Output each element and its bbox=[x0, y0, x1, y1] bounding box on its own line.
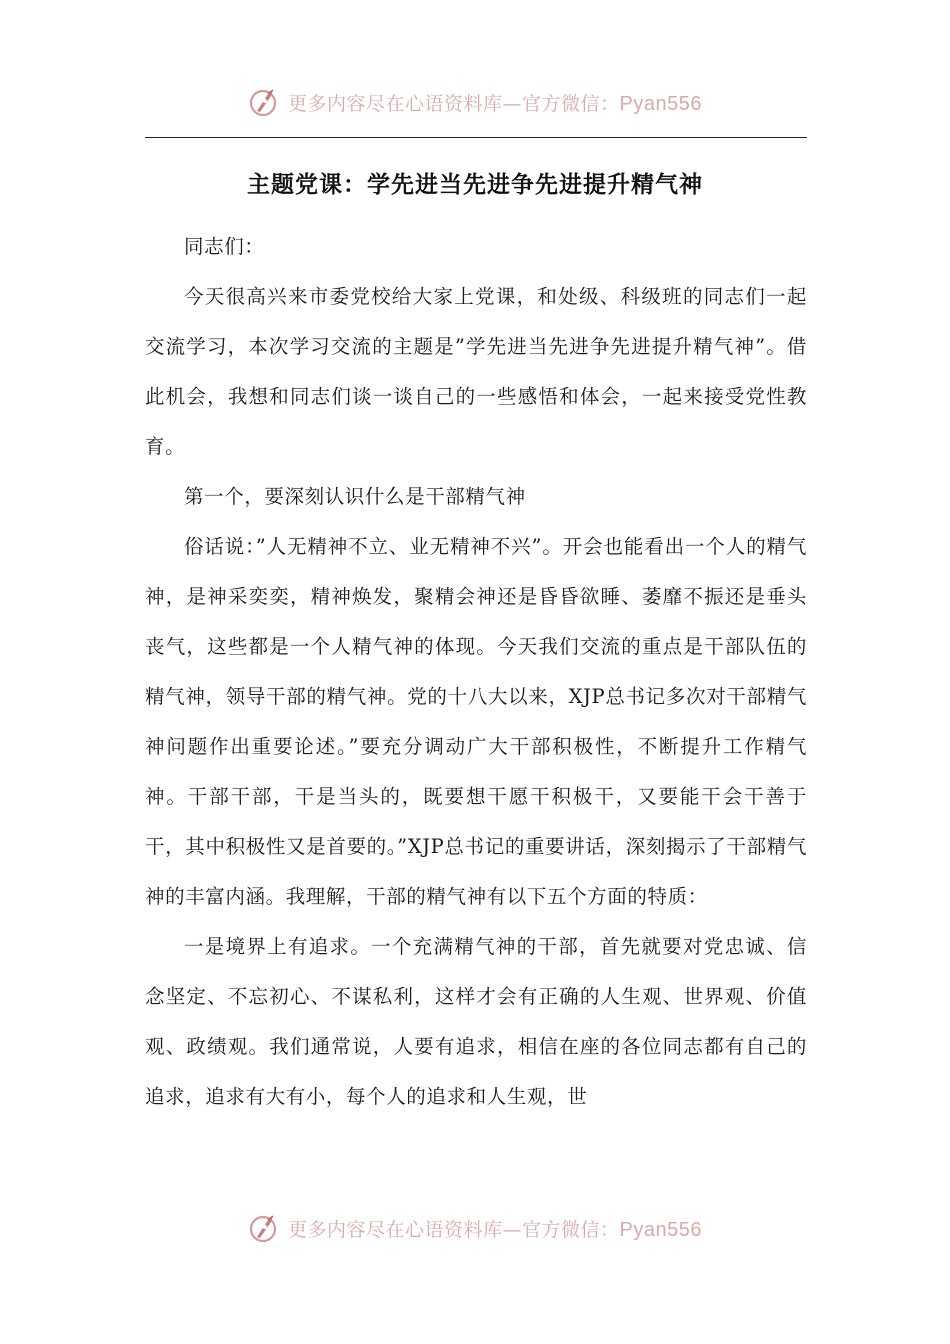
footer-banner bbox=[0, 1208, 950, 1248]
banner-label: 更多内容尽在心语资料库—官方微信： bbox=[288, 92, 620, 115]
pen-nib-circle-icon bbox=[248, 1211, 282, 1245]
pen-nib-circle-icon bbox=[248, 85, 282, 119]
paragraph: 俗话说：”人无精神不立、业无精神不兴”。开会也能看出一个人的精气神，是神采奕奕，精神焕发，聚精会神还是昏昏欲睡、萎靡不振还是垂头丧气，这些都是一个人精气神的体现。今天我们交流的重点是干部队伍的精气神，领导干部的精气神。党的十八大以来，XJP总书记多次对干部精气神问题作出重要论述。”要充分调动广大干部积极性，不断提升工作精气神。干部干部，干是当头的，既要想干愿干积极干，又要能干会干善于干，其中积极性又是首要的。”XJP总书记的重要讲话，深刻揭示了干部精气神的丰富内涵。我理解，干部的精气神有以下五个方面的特质： bbox=[145, 535, 807, 908]
wechat-id: Pyan556 bbox=[619, 92, 702, 115]
banner-text bbox=[288, 1215, 702, 1242]
salutation: 同志们： bbox=[184, 235, 265, 258]
document-body bbox=[145, 222, 807, 1122]
document-title: 主题党课：学先进当先进争先进提升精气神 bbox=[247, 172, 703, 198]
paragraph: 一是境界上有追求。一个充满精气神的干部，首先就要对党忠诚、信念坚定、不忘初心、不谋私利，这样才会有正确的人生观、世界观、价值观、政绩观。我们通常说，人要有追求，相信在座的各位同志都有自己的追求，追求有大有小，每个人的追求和人生观，世 bbox=[145, 935, 807, 1108]
banner-text bbox=[288, 89, 702, 116]
section-heading: 第一个，要深刻认识什么是干部精气神 bbox=[184, 485, 526, 508]
header-banner bbox=[0, 82, 950, 122]
wechat-id: Pyan556 bbox=[619, 1218, 702, 1241]
header-divider bbox=[145, 137, 807, 138]
paragraph: 今天很高兴来市委党校给大家上党课，和处级、科级班的同志们一起交流学习，本次学习交流的主题是”学先进当先进争先进提升精气神”。借此机会，我想和同志们谈一谈自己的一些感悟和体会，一起来接受党性教育。 bbox=[145, 285, 807, 458]
banner-label: 更多内容尽在心语资料库—官方微信： bbox=[288, 1218, 620, 1241]
